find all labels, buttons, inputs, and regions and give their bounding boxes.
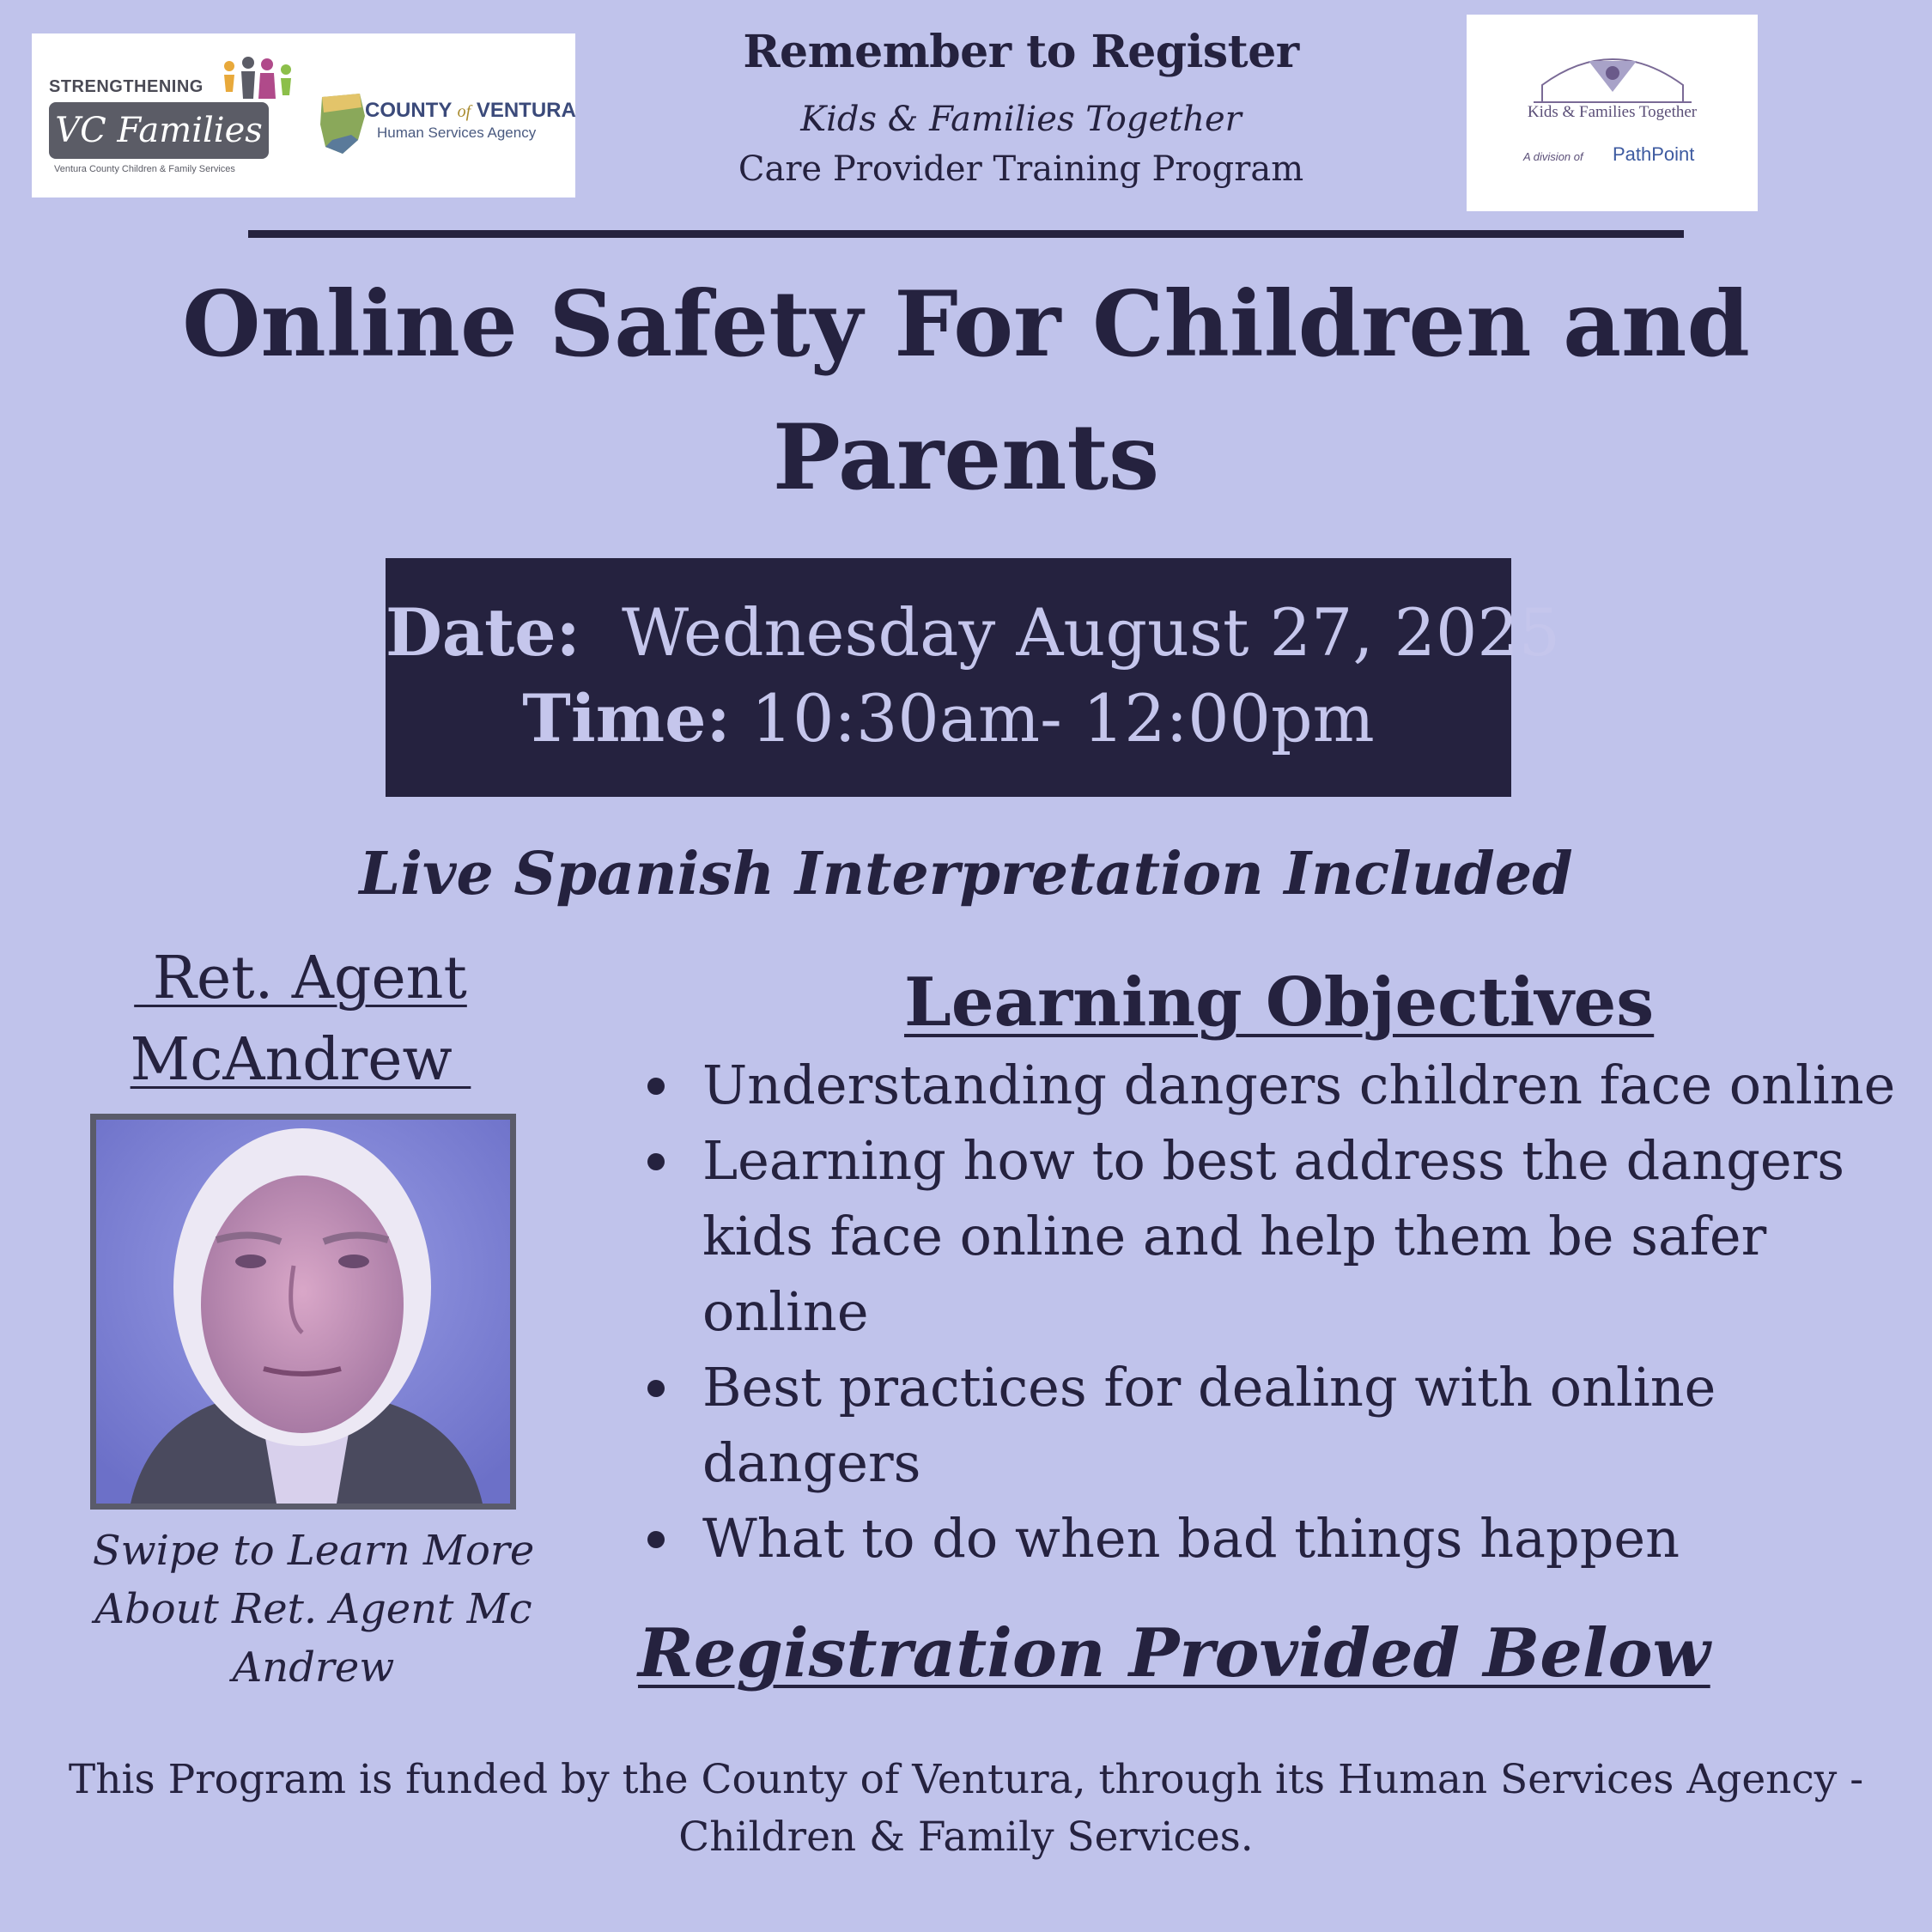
time-label: Time: bbox=[522, 680, 731, 756]
presenter-name-line-1: Ret. Agent bbox=[134, 945, 467, 1012]
interpretation-note: Live Spanish Interpretation Included bbox=[359, 840, 1573, 908]
swipe-caption-line-2: About Ret. Agent Mc bbox=[94, 1585, 532, 1633]
time-line bbox=[386, 680, 1511, 756]
swipe-caption bbox=[60, 1522, 567, 1697]
kft-division-text: A division of bbox=[1523, 150, 1583, 163]
header-divider bbox=[248, 230, 1684, 238]
pathpoint-text: PathPoint bbox=[1613, 143, 1695, 165]
registration-note: Registration Provided Below bbox=[638, 1614, 1710, 1692]
svc-strengthening-text: STRENGTHENING bbox=[49, 77, 204, 96]
vc-families-badge: VC Families bbox=[49, 102, 269, 159]
date-time-box bbox=[386, 558, 1561, 797]
kft-logo bbox=[1467, 15, 1758, 211]
svc-sub-text: Ventura County Children & Family Services bbox=[54, 164, 235, 174]
list-item: What to do when bad things happen bbox=[644, 1501, 1906, 1577]
list-item: Best practices for dealing with online dangers bbox=[644, 1350, 1906, 1501]
partner-logos bbox=[32, 33, 575, 197]
time-value: 10:30am- 12:00pm bbox=[750, 680, 1375, 756]
date-line bbox=[386, 594, 1561, 671]
event-title-line-1: Online Safety For Children and bbox=[182, 270, 1750, 377]
kft-arch-icon bbox=[1525, 42, 1700, 111]
county-subtitle: Human Services Agency bbox=[377, 125, 537, 141]
list-item: Understanding dangers children face online bbox=[644, 1048, 1906, 1123]
event-title-line-2: Parents bbox=[772, 404, 1160, 510]
presenter-name-line-2: McAndrew bbox=[130, 1026, 471, 1094]
kft-logo-text: Kids & Families Together bbox=[1527, 103, 1698, 121]
presenter-portrait-icon bbox=[96, 1120, 510, 1504]
remember-to-register: Remember to Register bbox=[743, 26, 1299, 78]
date-label: Date: bbox=[386, 594, 580, 671]
swipe-caption-line-1: Swipe to Learn More bbox=[92, 1527, 535, 1575]
funding-line-1: This Program is funded by the County of Ventura, through its Human Services Agency - bbox=[68, 1756, 1864, 1803]
kft-subtitle: Kids & Families Together bbox=[800, 100, 1242, 139]
program-subtitle: Care Provider Training Program bbox=[738, 149, 1304, 189]
objectives-list bbox=[644, 1048, 1906, 1577]
date-value: Wednesday August 27, 2025 bbox=[622, 594, 1561, 671]
list-item: Learning how to best address the dangers kids face online and help them be safer online bbox=[644, 1123, 1906, 1350]
county-map-icon bbox=[317, 90, 368, 159]
learning-objectives-title: Learning Objectives bbox=[904, 963, 1655, 1042]
county-title: COUNTY of VENTURA bbox=[365, 99, 576, 122]
family-figures-icon bbox=[212, 56, 307, 107]
funding-line-2: Children & Family Services. bbox=[678, 1814, 1254, 1861]
presenter-photo bbox=[90, 1114, 516, 1510]
swipe-caption-line-3: Andrew bbox=[232, 1643, 395, 1692]
